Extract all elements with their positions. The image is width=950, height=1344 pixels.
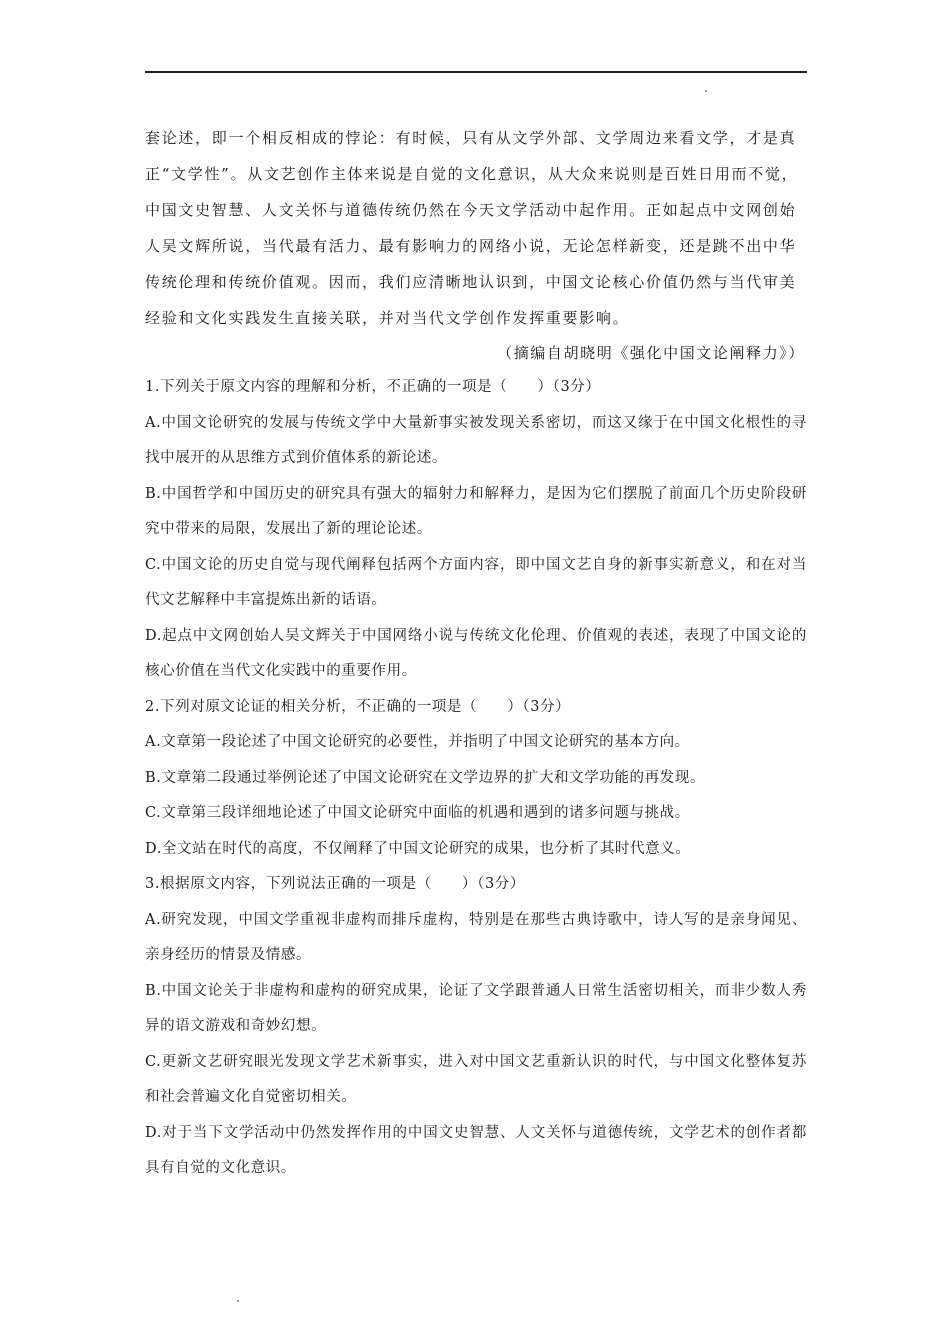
scan-speck bbox=[237, 1300, 239, 1302]
option-b: B.中国文论关于非虚构和虚构的研究成果，论证了文学跟普通人日常生活密切相关，而非少数人秀异的语文游戏和奇妙幻想。 bbox=[145, 982, 807, 1034]
page-content bbox=[145, 120, 807, 1187]
passage-line: 经验和文化实践发生直接关联，并对当代文学创作发挥重要影响。 bbox=[145, 309, 630, 327]
question-stem: 2.下列对原文论证的相关分析，不正确的一项是（ ）（3分） bbox=[145, 698, 571, 715]
option-d: D.对于当下文学活动中仍然发挥作用的中国文史智慧、人文关怀与道德传统，文学艺术的创作者都具有自觉的文化意识。 bbox=[145, 1124, 807, 1176]
question-1 bbox=[145, 370, 807, 690]
option-c: C.更新文艺研究眼光发现文学艺术新事实，进入对中国文艺重新认识的时代，与中国文化整体复苏和社会普遍文化自觉密切相关。 bbox=[145, 1053, 807, 1105]
question-2 bbox=[145, 690, 807, 868]
option-a: A.文章第一段论述了中国文论研究的必要性，并指明了中国文论研究的基本方向。 bbox=[145, 734, 690, 750]
option-b: B.文章第二段通过举例论述了中国文论研究在文学边界的扩大和文学功能的再发现。 bbox=[145, 769, 706, 786]
option-a: A.研究发现，中国文学重视非虚构而排斥虚构，特别是在那些古典诗歌中，诗人写的是亲身闻见、亲身经历的情景及情感。 bbox=[145, 911, 807, 963]
header-rule bbox=[145, 71, 807, 73]
option-c: C.中国文论的历史自觉与现代阐释包括两个方面内容，即中国文艺自身的新事实新意义，和在对当代文艺解释中丰富提炼出新的话语。 bbox=[145, 556, 807, 608]
passage-line: 中国文史智慧、人文关怀与道德传统仍然在今天文学活动中起作用。正如起点中文网创始 bbox=[145, 201, 797, 219]
option-d: D.起点中文网创始人吴文辉关于中国网络小说与传统文化伦理、价值观的表述，表现了中国文论的核心价值在当代文化实践中的重要作用。 bbox=[145, 627, 807, 679]
option-b: B.中国哲学和中国历史的研究具有强大的辐射力和解释力，是因为它们摆脱了前面几个历史阶段研究中带来的局限，发展出了新的理论论述。 bbox=[145, 485, 807, 537]
passage-line: 传统伦理和传统价值观。因而，我们应清晰地认识到，中国文论核心价值仍然与当代审美 bbox=[145, 273, 797, 291]
question-stem: 1.下列关于原文内容的理解和分析，不正确的一项是（ ）（3分） bbox=[145, 379, 601, 395]
question-stem: 3.根据原文内容，下列说法正确的一项是（ ）（3分） bbox=[145, 876, 526, 892]
question-3 bbox=[145, 867, 807, 1187]
passage-line: 人吴文辉所说，当代最有活力、最有影响力的网络小说，无论怎样新变，还是跳不出中华 bbox=[145, 237, 797, 255]
source-citation: （摘编自胡晓明《强化中国文论阐释力》） bbox=[497, 344, 805, 362]
scan-speck bbox=[705, 90, 707, 92]
option-a: A.中国文论研究的发展与传统文学中大量新事实被发现关系密切，而这又缘于在中国文化根性的寻找中展开的从思维方式到价值体系的新论述。 bbox=[145, 414, 807, 466]
passage-line: 正“文学性”。从文艺创作主体来说是自觉的文化意识，从大众来说则是百姓日用而不觉， bbox=[145, 165, 799, 183]
passage-line: 套论述，即一个相反相成的悖论：有时候，只有从文学外部、文学周边来看文学，才是真 bbox=[145, 129, 797, 147]
passage bbox=[145, 120, 807, 336]
option-d: D.全文站在时代的高度，不仅阐释了中国文论研究的成果，也分析了其时代意义。 bbox=[145, 840, 691, 857]
option-c: C.文章第三段详细地论述了中国文论研究中面临的机遇和遇到的诸多问题与挑战。 bbox=[145, 805, 690, 821]
